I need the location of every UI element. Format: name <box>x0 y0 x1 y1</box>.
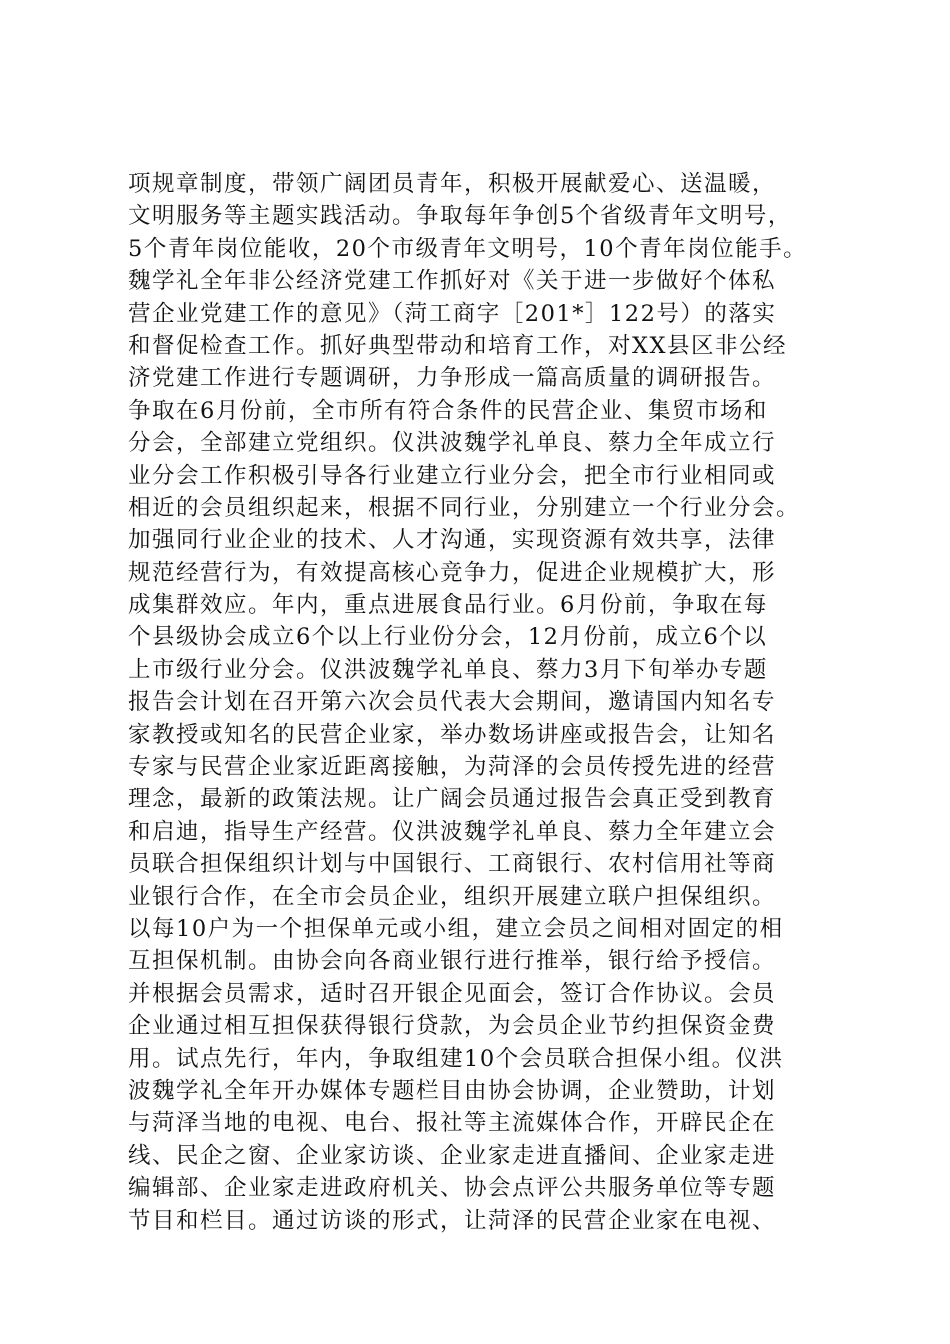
text-line: 企业通过相互担保获得银行贷款，为会员企业节约担保资金费 <box>128 1013 777 1040</box>
text-line: 业银行合作，在全市会员企业，组织开展建立联户担保组织。 <box>128 883 777 910</box>
text-line: 济党建工作进行专题调研，力争形成一篇高质量的调研报告。 <box>128 365 777 392</box>
text-line: 个县级协会成立6个以上行业份分会，12月份前，成立6个以 <box>128 624 768 651</box>
body-text <box>128 168 838 1237</box>
text-line: 理念，最新的政策法规。让广阔会员通过报告会真正受到教育 <box>128 786 777 813</box>
text-line: 波魏学礼全年开办媒体专题栏目由协会协调，企业赞助，计划 <box>128 1077 777 1104</box>
text-line: 营企业党建工作的意见》（菏工商字［201*］122号）的落实 <box>128 300 777 327</box>
text-line: 员联合担保组织计划与中国银行、工商银行、农村信用社等商 <box>128 851 777 878</box>
text-line: 专家与民营企业家近距离接触，为菏泽的会员传授先进的经营 <box>128 754 777 781</box>
text-line: 争取在6月份前，全市所有符合条件的民营企业、集贸市场和 <box>128 397 768 424</box>
text-line: 上市级行业分会。仪洪波魏学礼单良、蔡力3月下旬举办专题 <box>128 656 768 683</box>
text-line: 文明服务等主题实践活动。争取每年争创5个省级青年文明号， <box>128 203 792 230</box>
text-line: 成集群效应。年内，重点进展食品行业。6月份前，争取在每 <box>128 592 768 619</box>
text-line: 业分会工作积极引导各行业建立行业分会，把全市行业相同或 <box>128 462 777 489</box>
text-line: 5个青年岗位能收，20个市级青年文明号，10个青年岗位能手。 <box>128 235 808 262</box>
text-line: 家教授或知名的民营企业家，举办数场讲座或报告会，让知名 <box>128 721 777 748</box>
text-line: 与菏泽当地的电视、电台、报社等主流媒体合作，开辟民企在 <box>128 1110 777 1137</box>
text-line: 编辑部、企业家走进政府机关、协会点评公共服务单位等专题 <box>128 1175 777 1202</box>
text-line: 和启迪，指导生产经营。仪洪波魏学礼单良、蔡力全年建立会 <box>128 818 777 845</box>
text-line: 规范经营行为，有效提高核心竞争力，促进企业规模扩大，形 <box>128 559 777 586</box>
text-line: 并根据会员需求，适时召开银企见面会，签订合作协议。会员 <box>128 980 777 1007</box>
text-line: 和督促检查工作。抓好典型带动和培育工作，对XX县区非公经 <box>128 332 788 359</box>
text-line: 以每10户为一个担保单元或小组，建立会员之间相对固定的相 <box>128 915 784 942</box>
text-line: 魏学礼全年非公经济党建工作抓好对《关于进一步做好个体私 <box>128 268 777 295</box>
text-line: 项规章制度，带领广阔团员青年，积极开展献爱心、送温暖， <box>128 171 777 197</box>
text-line: 用。试点先行，年内，争取组建10个会员联合担保小组。仪洪 <box>128 1045 784 1072</box>
text-line: 加强同行业企业的技术、人才沟通，实现资源有效共享，法律 <box>128 527 777 554</box>
text-line: 互担保机制。由协会向各商业银行进行推举，银行给予授信。 <box>128 948 777 975</box>
text-line: 线、民企之窗、企业家访谈、企业家走进直播间、企业家走进 <box>128 1142 777 1169</box>
text-line: 相近的会员组织起来，根据不同行业，分别建立一个行业分会。 <box>128 494 801 521</box>
text-line: 分会，全部建立党组织。仪洪波魏学礼单良、蔡力全年成立行 <box>128 430 777 457</box>
text-line: 报告会计划在召开第六次会员代表大会期间，邀请国内知名专 <box>128 689 777 716</box>
text-line: 节目和栏目。通过访谈的形式，让菏泽的民营企业家在电视、 <box>128 1207 777 1234</box>
